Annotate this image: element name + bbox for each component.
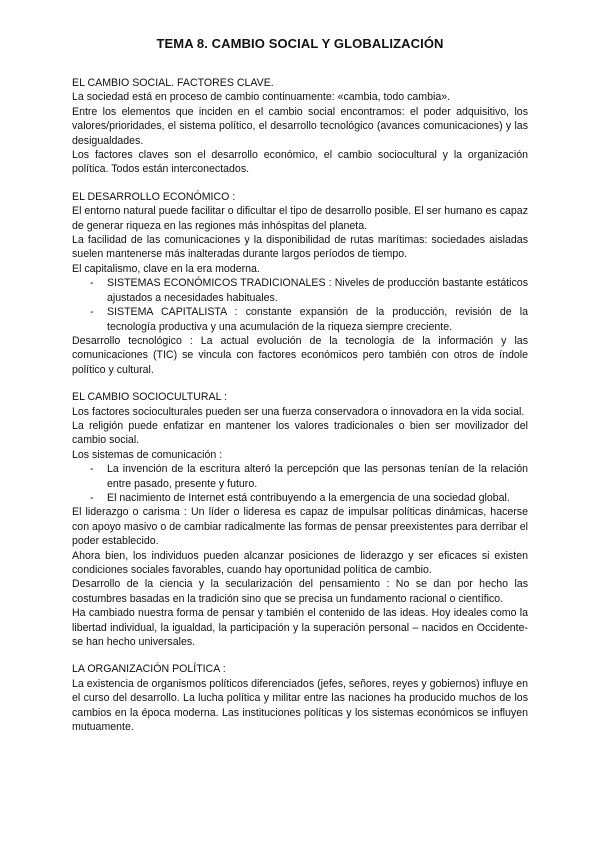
bullet-list bbox=[72, 276, 528, 334]
paragraph: Los factores claves son el desarrollo económico, el cambio sociocultural y la organización política. Todos están interconectados. bbox=[72, 149, 528, 176]
paragraph: Ahora bien, los individuos pueden alcanzar posiciones de liderazgo y ser eficaces si existen condiciones sociales favorables, cuando hay oportunidad política de cambio. bbox=[72, 549, 528, 576]
paragraph: La sociedad está en proceso de cambio continuamente: «cambia, todo cambia». bbox=[72, 91, 451, 104]
list-item: - SISTEMAS ECONÓMICOS TRADICIONALES : Niveles de producción bastante estáticos ajustados a necesidades habituales. bbox=[90, 276, 528, 305]
paragraph: El entorno natural puede facilitar o dificultar el tipo de desarrollo posible. El ser humano es capaz de generar riqueza en las regiones más inhóspitas del planeta. bbox=[72, 205, 528, 232]
list-item: - La invención de la escritura alteró la percepción que las personas tenían de la relación entre pasado, presente y futuro. bbox=[90, 462, 528, 491]
section-desarrollo-economico bbox=[72, 190, 528, 377]
page-title: TEMA 8. CAMBIO SOCIAL Y GLOBALIZACIÓN bbox=[156, 36, 444, 51]
bullet-list bbox=[72, 462, 528, 505]
section-organizacion-politica bbox=[72, 662, 528, 734]
list-item: - SISTEMA CAPITALISTA : constante expansión de la producción, revisión de la tecnología productiva y una acumulación de la riqueza siempre creciente. bbox=[90, 305, 528, 334]
paragraph: Los factores socioculturales pueden ser una fuerza conservadora o innovadora en la vida social. bbox=[72, 405, 525, 418]
section-heading: LA ORGANIZACIÓN POLÍTICA : bbox=[72, 663, 226, 676]
section-heading: EL CAMBIO SOCIOCULTURAL : bbox=[72, 391, 228, 404]
paragraph: Desarrollo tecnológico : La actual evolución de la tecnología de la información y las comunicaciones (TIC) se vincula con factores económicos pero también con otros de índole político y cultural. bbox=[72, 334, 528, 376]
section-heading: EL CAMBIO SOCIAL. FACTORES CLAVE. bbox=[72, 77, 274, 89]
paragraph: La religión puede enfatizar en mantener los valores tradicionales o bien ser movilizador del cambio social. bbox=[72, 419, 528, 447]
paragraph: Los sistemas de comunicación : bbox=[72, 448, 223, 461]
section-heading: EL DESARROLLO ECONÓMICO : bbox=[72, 190, 236, 203]
paragraph: La facilidad de las comunicaciones y la disponibilidad de rutas marítimas: sociedades aisladas suelen mantenerse más inalteradas durante largos períodos de tiempo. bbox=[72, 234, 528, 261]
section-cambio-sociocultural bbox=[72, 390, 528, 649]
section-cambio-social bbox=[72, 76, 528, 177]
paragraph: El capitalismo, clave en la era moderna. bbox=[72, 262, 260, 275]
list-item: - El nacimiento de Internet está contribuyendo a la emergencia de una sociedad global. bbox=[90, 491, 528, 505]
paragraph: El liderazgo o carisma : Un líder o lideresa es capaz de impulsar políticas dinámicas, hacerse con apoyo masivo o de cambiar radicalmente las formas de pensar preexistentes para derribar el poder establecido. bbox=[72, 506, 528, 548]
paragraph: La existencia de organismos políticos diferenciados (jefes, señores, reyes y gobiernos) influye en el curso del desarrollo. La lucha política y militar entre las naciones ha producido muchos de los cambios en la época moderna. Las instituciones políticas y los sistemas económicos se influyen mutuamente. bbox=[72, 677, 528, 734]
paragraph: Ha cambiado nuestra forma de pensar y también el contenido de las ideas. Hoy ideales como la libertad individual, la igualdad, la participación y la superación personal – nacidos en Occidente- se han hecho universales. bbox=[72, 607, 528, 649]
paragraph: Entre los elementos que inciden en el cambio social encontramos: el poder adquisitivo, los valores/prioridades, el sistema político, el desarrollo tecnológico (avances comunicaciones) y las desigualdades. bbox=[72, 105, 528, 147]
paragraph: Desarrollo de la ciencia y la secularización del pensamiento : No se dan por hecho las costumbres basadas en la tradición sino que se precisa un fundamento racional o científico. bbox=[72, 578, 528, 605]
